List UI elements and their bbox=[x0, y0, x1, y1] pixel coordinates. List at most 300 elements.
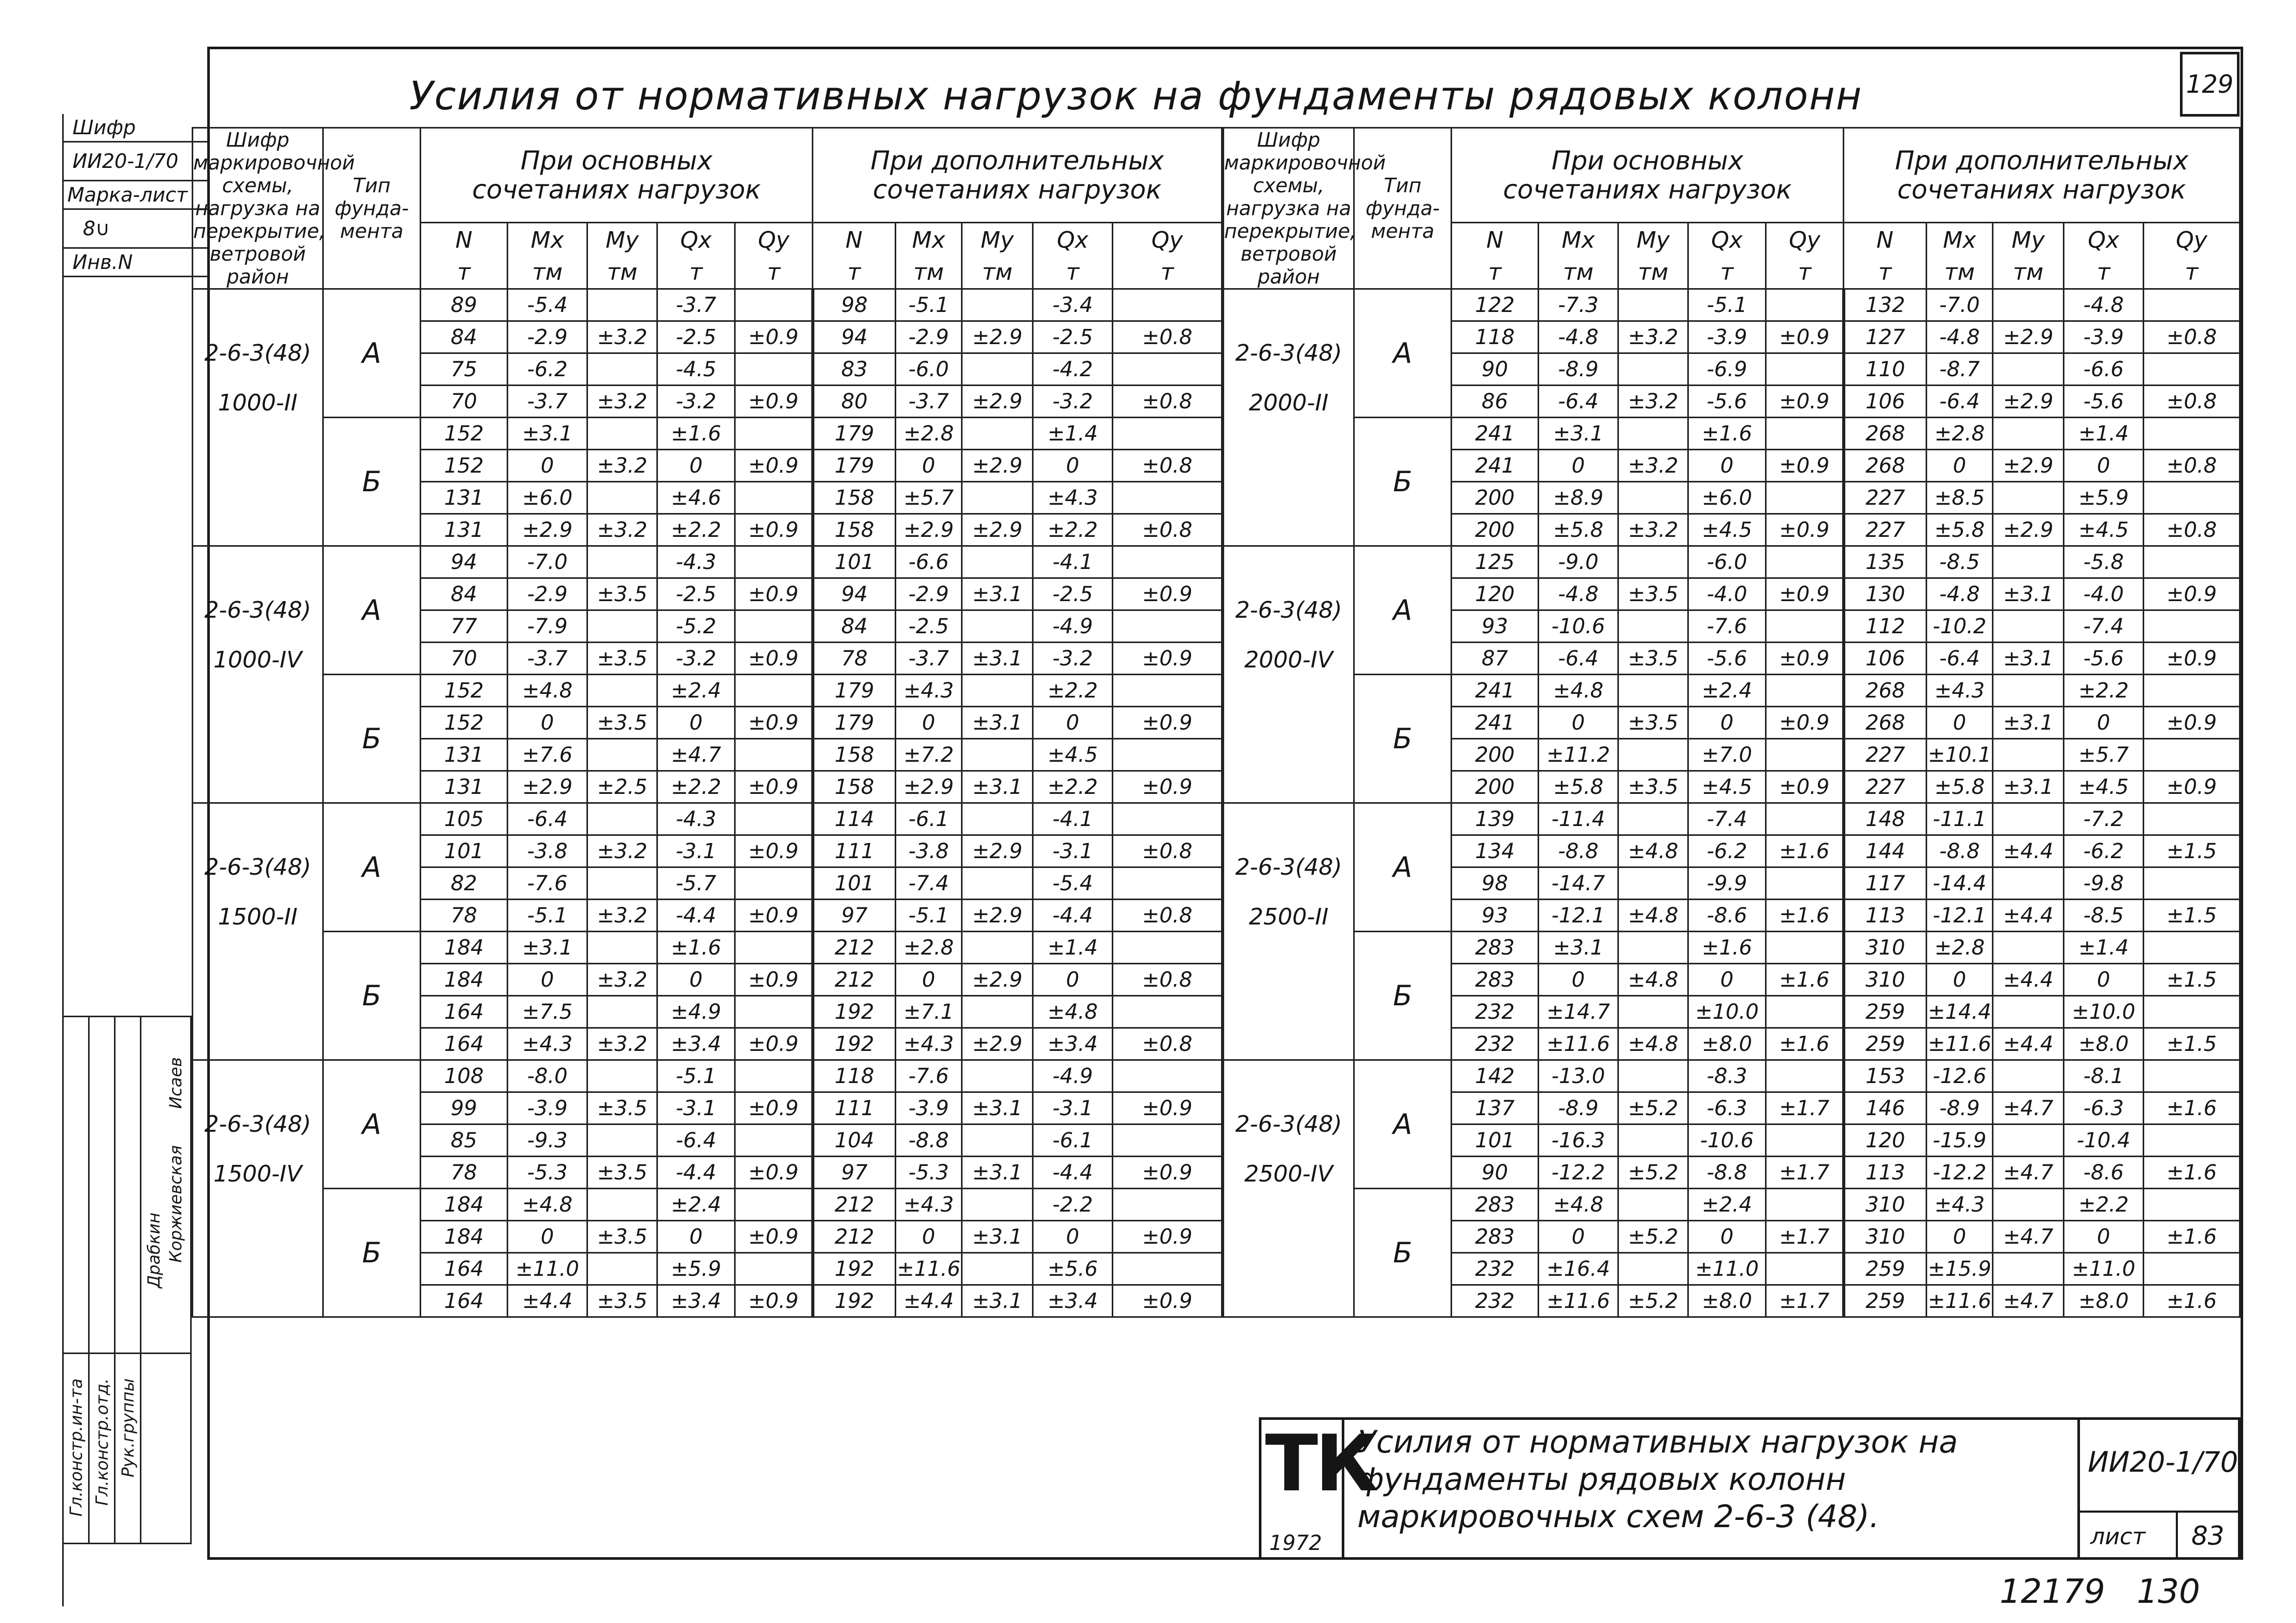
value-cell: ±5.9 bbox=[2064, 482, 2144, 514]
table-row bbox=[193, 546, 1222, 578]
foundation-type: А bbox=[1354, 803, 1452, 932]
value-cell: ±0.9 bbox=[735, 1157, 813, 1189]
value-cell: ±4.8 bbox=[508, 675, 587, 707]
value-cell bbox=[962, 610, 1033, 643]
value-cell: 192 bbox=[813, 1285, 896, 1317]
value-cell: ±0.9 bbox=[1113, 1285, 1222, 1317]
foundation-type: А bbox=[323, 1060, 421, 1189]
value-cell: ±0.9 bbox=[1113, 643, 1222, 675]
value-cell: 0 bbox=[1688, 707, 1766, 739]
value-cell: -6.4 bbox=[508, 803, 587, 835]
value-cell: ±2.4 bbox=[1688, 1189, 1766, 1221]
value-cell: ±2.9 bbox=[896, 771, 962, 803]
value-cell: ±0.9 bbox=[2144, 771, 2240, 803]
value-cell bbox=[1993, 353, 2064, 386]
value-cell: ±1.6 bbox=[2144, 1285, 2240, 1317]
scheme-code: 2-6-3(48) bbox=[1235, 854, 1342, 880]
value-cell: 0 bbox=[1927, 1221, 1993, 1253]
value-cell: ±0.8 bbox=[2144, 321, 2240, 353]
value-cell bbox=[735, 546, 813, 578]
value-cell: 0 bbox=[1033, 707, 1113, 739]
value-cell: ±3.5 bbox=[587, 578, 657, 610]
value-cell: ±2.9 bbox=[1993, 450, 2064, 482]
header-sub: Qx bbox=[2064, 222, 2144, 257]
value-cell: -4.3 bbox=[657, 546, 735, 578]
value-cell: 212 bbox=[813, 1221, 896, 1253]
value-cell: 111 bbox=[813, 1092, 896, 1124]
value-cell bbox=[735, 610, 813, 643]
header-sub: Qy bbox=[2144, 222, 2240, 257]
value-cell: ±5.9 bbox=[657, 1253, 735, 1285]
foundation-type: А bbox=[323, 289, 421, 418]
value-cell: ±1.7 bbox=[1766, 1221, 1844, 1253]
header-sub: Qy bbox=[735, 222, 813, 257]
value-cell: ±4.7 bbox=[1993, 1092, 2064, 1124]
header-unit: тм bbox=[1618, 258, 1688, 289]
value-cell bbox=[587, 610, 657, 643]
page-title: Усилия от нормативных нагрузок на фундаменты рядовых колонн bbox=[409, 73, 1863, 119]
value-cell: 111 bbox=[813, 835, 896, 867]
value-cell: 200 bbox=[1452, 771, 1539, 803]
value-cell: ±4.4 bbox=[896, 1285, 962, 1317]
value-cell: ±7.0 bbox=[1688, 739, 1766, 771]
value-cell: -9.0 bbox=[1539, 546, 1618, 578]
value-cell: -5.2 bbox=[657, 610, 735, 643]
foundation-type: А bbox=[323, 803, 421, 932]
value-cell: 232 bbox=[1452, 1285, 1539, 1317]
value-cell: ±11.6 bbox=[1539, 1028, 1618, 1060]
value-cell: ±3.1 bbox=[962, 578, 1033, 610]
value-cell: ±4.8 bbox=[1618, 1028, 1688, 1060]
value-cell bbox=[735, 1124, 813, 1157]
value-cell: ±0.9 bbox=[735, 964, 813, 996]
value-cell: 0 bbox=[1927, 450, 1993, 482]
value-cell: ±15.9 bbox=[1927, 1253, 1993, 1285]
header-unit: т bbox=[1033, 258, 1113, 289]
value-cell: 137 bbox=[1452, 1092, 1539, 1124]
value-cell bbox=[587, 867, 657, 900]
value-cell bbox=[1618, 353, 1688, 386]
value-cell: -8.3 bbox=[1688, 1060, 1766, 1092]
value-cell: ±0.9 bbox=[1113, 1221, 1222, 1253]
value-cell: 139 bbox=[1452, 803, 1539, 835]
foundation-type: Б bbox=[323, 418, 421, 546]
value-cell: -7.4 bbox=[896, 867, 962, 900]
value-cell: 310 bbox=[1844, 1189, 1927, 1221]
value-cell: ±1.6 bbox=[1766, 964, 1844, 996]
value-cell: 259 bbox=[1844, 1028, 1927, 1060]
value-cell: 118 bbox=[1452, 321, 1539, 353]
value-cell: ±11.0 bbox=[508, 1253, 587, 1285]
value-cell: 0 bbox=[508, 450, 587, 482]
value-cell: 179 bbox=[813, 450, 896, 482]
value-cell bbox=[735, 867, 813, 900]
value-cell: 125 bbox=[1452, 546, 1539, 578]
value-cell: 78 bbox=[421, 1157, 508, 1189]
value-cell bbox=[1113, 289, 1222, 321]
value-cell: -8.5 bbox=[2064, 900, 2144, 932]
value-cell: ±1.6 bbox=[2144, 1157, 2240, 1189]
value-cell: -4.8 bbox=[2064, 289, 2144, 321]
value-cell: -5.1 bbox=[657, 1060, 735, 1092]
value-cell bbox=[1766, 996, 1844, 1028]
value-cell: ±3.5 bbox=[587, 1092, 657, 1124]
value-cell: 227 bbox=[1844, 771, 1927, 803]
sheet-number: 83 bbox=[2191, 1521, 2225, 1551]
value-cell bbox=[735, 353, 813, 386]
value-cell: 152 bbox=[421, 707, 508, 739]
value-cell: ±0.9 bbox=[735, 707, 813, 739]
value-cell: -8.6 bbox=[1688, 900, 1766, 932]
header-sub: N bbox=[813, 222, 896, 257]
value-cell: ±3.1 bbox=[508, 932, 587, 964]
scheme-code: 2-6-3(48) bbox=[204, 597, 311, 623]
value-cell: 90 bbox=[1452, 353, 1539, 386]
value-cell: 113 bbox=[1844, 900, 1927, 932]
table-row bbox=[193, 1060, 1222, 1092]
header-sub: Mx bbox=[896, 222, 962, 257]
header-sub: N bbox=[421, 222, 508, 257]
value-cell bbox=[962, 996, 1033, 1028]
value-cell bbox=[1618, 610, 1688, 643]
value-cell: -3.9 bbox=[508, 1092, 587, 1124]
value-cell bbox=[1766, 1253, 1844, 1285]
value-cell: -8.8 bbox=[1539, 835, 1618, 867]
value-cell: -3.1 bbox=[1033, 1092, 1113, 1124]
value-cell: 184 bbox=[421, 1189, 508, 1221]
value-cell: ±4.8 bbox=[508, 1189, 587, 1221]
value-cell: ±1.6 bbox=[2144, 1092, 2240, 1124]
value-cell: -8.1 bbox=[2064, 1060, 2144, 1092]
value-cell bbox=[1618, 1253, 1688, 1285]
value-cell: ±8.9 bbox=[1539, 482, 1618, 514]
value-cell bbox=[1618, 675, 1688, 707]
value-cell: 94 bbox=[813, 578, 896, 610]
value-cell: 87 bbox=[1452, 643, 1539, 675]
value-cell: 0 bbox=[1539, 707, 1618, 739]
value-cell: 192 bbox=[813, 1253, 896, 1285]
value-cell: ±3.1 bbox=[962, 707, 1033, 739]
value-cell: ±8.5 bbox=[1927, 482, 1993, 514]
value-cell: 97 bbox=[813, 900, 896, 932]
value-cell bbox=[1618, 803, 1688, 835]
value-cell: ±4.4 bbox=[1993, 900, 2064, 932]
value-cell: ±4.8 bbox=[1539, 675, 1618, 707]
value-cell bbox=[2144, 1060, 2240, 1092]
value-cell: 83 bbox=[813, 353, 896, 386]
value-cell: ±5.2 bbox=[1618, 1285, 1688, 1317]
table-row bbox=[193, 803, 1222, 835]
value-cell: ±0.9 bbox=[1766, 771, 1844, 803]
value-cell: 0 bbox=[2064, 450, 2144, 482]
value-cell: -6.4 bbox=[1927, 386, 1993, 418]
value-cell: 106 bbox=[1844, 643, 1927, 675]
value-cell: 164 bbox=[421, 1028, 508, 1060]
value-cell: ±2.9 bbox=[1993, 321, 2064, 353]
table-row bbox=[1224, 1189, 2240, 1221]
foundation-type: Б bbox=[1354, 675, 1452, 803]
header-unit: т bbox=[657, 258, 735, 289]
value-cell: -2.5 bbox=[1033, 578, 1113, 610]
value-cell: ±3.1 bbox=[962, 1285, 1033, 1317]
value-cell: 0 bbox=[2064, 1221, 2144, 1253]
value-cell: -6.2 bbox=[508, 353, 587, 386]
value-cell: -12.1 bbox=[1539, 900, 1618, 932]
value-cell bbox=[1618, 996, 1688, 1028]
value-cell: 0 bbox=[1033, 964, 1113, 996]
header-type: Тип фунда-мента bbox=[323, 128, 421, 289]
value-cell: ±11.0 bbox=[1688, 1253, 1766, 1285]
value-cell: 283 bbox=[1452, 1189, 1539, 1221]
value-cell: ±8.0 bbox=[2064, 1028, 2144, 1060]
value-cell: ±3.1 bbox=[508, 418, 587, 450]
value-cell bbox=[735, 1189, 813, 1221]
value-cell: ±3.5 bbox=[587, 1221, 657, 1253]
value-cell: 268 bbox=[1844, 418, 1927, 450]
value-cell: ±4.5 bbox=[1688, 514, 1766, 546]
value-cell: ±0.9 bbox=[1766, 578, 1844, 610]
value-cell: -3.1 bbox=[657, 1092, 735, 1124]
value-cell bbox=[962, 803, 1033, 835]
value-cell: ±2.9 bbox=[1993, 386, 2064, 418]
value-cell: -5.3 bbox=[896, 1157, 962, 1189]
value-cell bbox=[1766, 482, 1844, 514]
value-cell: 200 bbox=[1452, 739, 1539, 771]
table-row bbox=[1224, 289, 2240, 321]
value-cell: ±0.9 bbox=[735, 1028, 813, 1060]
value-cell: -2.5 bbox=[657, 578, 735, 610]
value-cell bbox=[2144, 803, 2240, 835]
value-cell: -4.9 bbox=[1033, 1060, 1113, 1092]
value-cell: 164 bbox=[421, 1285, 508, 1317]
value-cell: 212 bbox=[813, 932, 896, 964]
value-cell: -4.2 bbox=[1033, 353, 1113, 386]
value-cell: 99 bbox=[421, 1092, 508, 1124]
value-cell: ±2.9 bbox=[962, 514, 1033, 546]
value-cell: 80 bbox=[813, 386, 896, 418]
value-cell: -2.9 bbox=[896, 321, 962, 353]
value-cell bbox=[962, 1253, 1033, 1285]
value-cell: 130 bbox=[1844, 578, 1927, 610]
foundation-type: Б bbox=[323, 1189, 421, 1317]
value-cell: ±3.2 bbox=[587, 835, 657, 867]
value-cell: -8.5 bbox=[1927, 546, 1993, 578]
value-cell: 135 bbox=[1844, 546, 1927, 578]
value-cell: 227 bbox=[1844, 739, 1927, 771]
header-unit: т bbox=[1844, 258, 1927, 289]
value-cell: ±1.7 bbox=[1766, 1092, 1844, 1124]
value-cell bbox=[962, 418, 1033, 450]
value-cell: ±4.4 bbox=[1993, 964, 2064, 996]
value-cell bbox=[1993, 867, 2064, 900]
value-cell: -2.9 bbox=[508, 321, 587, 353]
value-cell: 0 bbox=[508, 1221, 587, 1253]
value-cell: -3.2 bbox=[657, 386, 735, 418]
value-cell: ±3.2 bbox=[587, 386, 657, 418]
value-cell bbox=[1766, 1060, 1844, 1092]
value-cell: 77 bbox=[421, 610, 508, 643]
role-1: Гл.констр.ин-та bbox=[66, 1378, 86, 1517]
value-cell: 152 bbox=[421, 418, 508, 450]
value-cell bbox=[1993, 996, 2064, 1028]
value-cell: ±4.5 bbox=[2064, 514, 2144, 546]
value-cell: ±11.6 bbox=[1539, 1285, 1618, 1317]
value-cell bbox=[2144, 418, 2240, 450]
value-cell: -12.2 bbox=[1927, 1157, 1993, 1189]
scheme-load: 2500-II bbox=[1249, 904, 1329, 930]
value-cell bbox=[1618, 1124, 1688, 1157]
header-type: Тип фунда-мента bbox=[1354, 128, 1452, 289]
value-cell: ±1.5 bbox=[2144, 964, 2240, 996]
header-main-combo: При основных сочетаниях нагрузок bbox=[1452, 128, 1844, 223]
value-cell: ±0.9 bbox=[735, 900, 813, 932]
scheme-load: 1000-II bbox=[218, 390, 298, 416]
value-cell bbox=[1766, 675, 1844, 707]
value-cell: ±1.5 bbox=[2144, 900, 2240, 932]
value-cell: ±0.9 bbox=[1113, 1157, 1222, 1189]
value-cell: 184 bbox=[421, 932, 508, 964]
value-cell: 0 bbox=[1033, 450, 1113, 482]
value-cell: 310 bbox=[1844, 932, 1927, 964]
value-cell: -4.5 bbox=[657, 353, 735, 386]
value-cell: ±2.9 bbox=[962, 321, 1033, 353]
value-cell: 0 bbox=[1539, 450, 1618, 482]
value-cell: ±1.4 bbox=[1033, 418, 1113, 450]
value-cell: -13.0 bbox=[1539, 1060, 1618, 1092]
value-cell: -7.4 bbox=[2064, 610, 2144, 643]
value-cell: 0 bbox=[1539, 1221, 1618, 1253]
value-cell: ±4.5 bbox=[1688, 771, 1766, 803]
value-cell: ±11.6 bbox=[1927, 1285, 1993, 1317]
value-cell: ±3.2 bbox=[1618, 450, 1688, 482]
value-cell: -4.8 bbox=[1539, 578, 1618, 610]
value-cell: ±3.2 bbox=[1618, 514, 1688, 546]
value-cell: -6.6 bbox=[2064, 353, 2144, 386]
value-cell: ±0.9 bbox=[735, 321, 813, 353]
value-cell bbox=[1113, 353, 1222, 386]
value-cell: 90 bbox=[1452, 1157, 1539, 1189]
value-cell bbox=[1618, 867, 1688, 900]
value-cell bbox=[1993, 739, 2064, 771]
value-cell: -3.1 bbox=[657, 835, 735, 867]
value-cell: ±2.4 bbox=[657, 1189, 735, 1221]
header-sub: My bbox=[587, 222, 657, 257]
value-cell: ±3.2 bbox=[587, 321, 657, 353]
header-unit: тм bbox=[1927, 258, 1993, 289]
foundation-type: А bbox=[1354, 546, 1452, 675]
value-cell: ±5.7 bbox=[2064, 739, 2144, 771]
code-value: ИИ20-1/70 bbox=[62, 143, 207, 181]
value-cell: 0 bbox=[1033, 1221, 1113, 1253]
value-cell: -2.9 bbox=[508, 578, 587, 610]
header-unit: тм bbox=[508, 258, 587, 289]
value-cell: ±0.9 bbox=[735, 771, 813, 803]
value-cell: 101 bbox=[813, 546, 896, 578]
value-cell: ±0.8 bbox=[1113, 900, 1222, 932]
value-cell: ±3.2 bbox=[587, 900, 657, 932]
value-cell: ±2.9 bbox=[508, 514, 587, 546]
value-cell: -4.9 bbox=[1033, 610, 1113, 643]
value-cell bbox=[962, 675, 1033, 707]
value-cell: 131 bbox=[421, 514, 508, 546]
value-cell: ±14.7 bbox=[1539, 996, 1618, 1028]
scheme-code: 2-6-3(48) bbox=[204, 854, 311, 880]
value-cell: ±0.9 bbox=[1766, 514, 1844, 546]
value-cell: ±3.5 bbox=[1618, 578, 1688, 610]
value-cell: 158 bbox=[813, 514, 896, 546]
value-cell: 179 bbox=[813, 707, 896, 739]
value-cell: -3.2 bbox=[1033, 386, 1113, 418]
value-cell: ±14.4 bbox=[1927, 996, 1993, 1028]
value-cell: ±0.8 bbox=[1113, 1028, 1222, 1060]
scheme-load: 1000-IV bbox=[213, 647, 302, 673]
value-cell: ±0.9 bbox=[1766, 321, 1844, 353]
header-unit: тм bbox=[896, 258, 962, 289]
value-cell: ±0.8 bbox=[1113, 386, 1222, 418]
value-cell: -10.6 bbox=[1688, 1124, 1766, 1157]
value-cell bbox=[1993, 1253, 2064, 1285]
value-cell: 131 bbox=[421, 771, 508, 803]
value-cell: -5.4 bbox=[1033, 867, 1113, 900]
value-cell: ±4.7 bbox=[1993, 1157, 2064, 1189]
value-cell: -6.4 bbox=[1927, 643, 1993, 675]
value-cell: 148 bbox=[1844, 803, 1927, 835]
value-cell bbox=[1113, 1060, 1222, 1092]
value-cell: -4.4 bbox=[657, 1157, 735, 1189]
value-cell: 113 bbox=[1844, 1157, 1927, 1189]
value-cell bbox=[1113, 1189, 1222, 1221]
value-cell: 122 bbox=[1452, 289, 1539, 321]
value-cell: ±4.3 bbox=[508, 1028, 587, 1060]
value-cell: -5.1 bbox=[1688, 289, 1766, 321]
value-cell: 310 bbox=[1844, 964, 1927, 996]
value-cell: -11.1 bbox=[1927, 803, 1993, 835]
value-cell: ±0.9 bbox=[1113, 1092, 1222, 1124]
sheet-label: лист bbox=[2090, 1524, 2146, 1550]
value-cell bbox=[1766, 803, 1844, 835]
value-cell: ±0.9 bbox=[735, 1221, 813, 1253]
value-cell bbox=[1993, 1124, 2064, 1157]
value-cell bbox=[1993, 482, 2064, 514]
value-cell: -8.0 bbox=[508, 1060, 587, 1092]
value-cell: ±4.5 bbox=[2064, 771, 2144, 803]
value-cell bbox=[962, 867, 1033, 900]
value-cell: -5.6 bbox=[2064, 643, 2144, 675]
value-cell: -3.9 bbox=[1688, 321, 1766, 353]
value-cell: 158 bbox=[813, 771, 896, 803]
value-cell: -3.7 bbox=[896, 643, 962, 675]
value-cell bbox=[735, 739, 813, 771]
value-cell: -11.4 bbox=[1539, 803, 1618, 835]
value-cell: ±16.4 bbox=[1539, 1253, 1618, 1285]
scheme-code: 2-6-3(48) bbox=[204, 340, 311, 366]
header-unit: тм bbox=[587, 258, 657, 289]
value-cell: ±3.1 bbox=[962, 771, 1033, 803]
value-cell: -4.4 bbox=[1033, 1157, 1113, 1189]
value-cell: 0 bbox=[896, 450, 962, 482]
value-cell: ±5.7 bbox=[896, 482, 962, 514]
value-cell: -6.2 bbox=[1688, 835, 1766, 867]
value-cell: 132 bbox=[1844, 289, 1927, 321]
value-cell: ±2.8 bbox=[1927, 418, 1993, 450]
value-cell: 200 bbox=[1452, 514, 1539, 546]
role-3: Рук.группы bbox=[118, 1378, 138, 1477]
value-cell: 158 bbox=[813, 482, 896, 514]
value-cell: ±1.6 bbox=[2144, 1221, 2240, 1253]
header-add-combo: При дополнительных сочетаниях нагрузок bbox=[1844, 128, 2240, 223]
value-cell: ±5.6 bbox=[1033, 1253, 1113, 1285]
value-cell: ±6.0 bbox=[1688, 482, 1766, 514]
